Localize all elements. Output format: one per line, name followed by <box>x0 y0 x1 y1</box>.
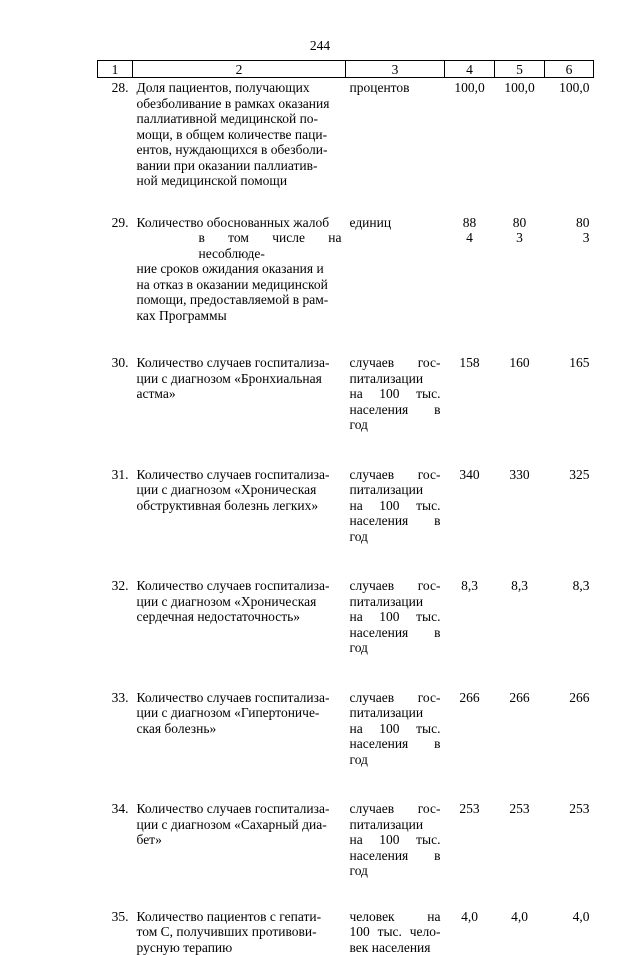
unit-line: случаев гос- <box>350 801 441 817</box>
indicator-line: Доля пациентов, получающих <box>137 80 342 96</box>
unit-of-measure <box>346 781 445 893</box>
table-row <box>98 781 594 893</box>
indicator-line: вании при оказании паллиатив- <box>137 158 342 174</box>
unit-line: год <box>350 529 441 545</box>
unit-line: год <box>350 640 441 656</box>
value-text: 4,0 <box>511 909 528 924</box>
table-body <box>98 78 594 955</box>
value-text: 340 <box>459 467 479 482</box>
value-6 <box>545 337 594 447</box>
unit-of-measure <box>346 78 445 199</box>
value-text: 80 3 <box>513 215 527 246</box>
value-4 <box>445 199 495 338</box>
value-4 <box>445 893 495 955</box>
indicator-line: ной медицинской помощи <box>137 173 342 189</box>
unit-line: населения в <box>350 736 441 752</box>
unit-line: на 100 тыс. <box>350 386 441 402</box>
unit-line: питализации <box>350 482 441 498</box>
row-number: 30. <box>98 337 133 447</box>
unit-of-measure <box>346 893 445 955</box>
table-row <box>98 670 594 782</box>
header-col-3: 3 <box>346 61 445 78</box>
value-5 <box>495 78 545 199</box>
indicator-line: ции с диагнозом «Гипертониче- <box>137 705 342 721</box>
value-text: 325 <box>569 467 589 482</box>
unit-line: век населения <box>350 940 441 955</box>
row-number: 32. <box>98 558 133 670</box>
value-text: 160 <box>509 355 529 370</box>
value-5 <box>495 670 545 782</box>
indicator-name <box>133 447 346 559</box>
value-6 <box>545 781 594 893</box>
value-5 <box>495 558 545 670</box>
indicator-name <box>133 199 346 338</box>
unit-line: случаев гос- <box>350 690 441 706</box>
indicator-line: ции с диагнозом «Хроническая <box>137 482 342 498</box>
indicator-line: мощи, в общем количестве паци- <box>137 127 342 143</box>
indicator-line: паллиативной медицинской по- <box>137 111 342 127</box>
indicator-line: обезболивание в рамках оказания <box>137 96 342 112</box>
unit-line: питализации <box>350 705 441 721</box>
unit-line: случаев гос- <box>350 467 441 483</box>
unit-line: питализации <box>350 371 441 387</box>
unit-of-measure <box>346 447 445 559</box>
indicator-line: ках Программы <box>137 308 342 324</box>
unit-line: на 100 тыс. <box>350 609 441 625</box>
unit-line: 100 тыс. чело- <box>350 924 441 940</box>
value-6 <box>545 893 594 955</box>
indicator-name <box>133 558 346 670</box>
indicator-line: помощи, предоставляемой в рам- <box>137 292 342 308</box>
value-4 <box>445 670 495 782</box>
row-number: 34. <box>98 781 133 893</box>
table-row <box>98 78 594 199</box>
value-text: 8,3 <box>461 578 478 593</box>
value-text: 253 <box>459 801 479 816</box>
unit-line: населения в <box>350 625 441 641</box>
indicator-line: ентов, нуждающихся в обезболи- <box>137 142 342 158</box>
value-text: 88 4 <box>463 215 477 246</box>
header-col-1: 1 <box>98 61 133 78</box>
unit-of-measure <box>346 199 445 338</box>
value-text: 330 <box>509 467 529 482</box>
value-5 <box>495 781 545 893</box>
value-6 <box>545 558 594 670</box>
unit-line: на 100 тыс. <box>350 721 441 737</box>
unit-line: случаев гос- <box>350 355 441 371</box>
unit-line: год <box>350 863 441 879</box>
value-5 <box>495 893 545 955</box>
unit-line: на 100 тыс. <box>350 832 441 848</box>
indicator-line: Количество пациентов с гепати- <box>137 909 342 925</box>
table-row <box>98 447 594 559</box>
page-number: 244 <box>0 38 640 54</box>
indicator-line: ции с диагнозом «Бронхиальная <box>137 371 342 387</box>
indicator-line: астма» <box>137 386 342 402</box>
value-6 <box>545 670 594 782</box>
unit-of-measure <box>346 337 445 447</box>
row-number: 35. <box>98 893 133 955</box>
header-col-6: 6 <box>545 61 594 78</box>
indicator-line: Количество обоснованных жалоб <box>137 215 342 231</box>
unit-line: единиц <box>350 215 441 231</box>
indicator-line: Количество случаев госпитализа- <box>137 355 342 371</box>
value-text: 253 <box>569 801 589 816</box>
value-4 <box>445 781 495 893</box>
unit-line: год <box>350 417 441 433</box>
unit-line: год <box>350 752 441 768</box>
row-number: 31. <box>98 447 133 559</box>
value-text: 8,3 <box>511 578 528 593</box>
unit-line: человек на <box>350 909 441 925</box>
value-text: 4,0 <box>461 909 478 924</box>
indicator-line: в том числе на несоблюде- <box>137 230 342 261</box>
value-text: 266 <box>459 690 479 705</box>
indicator-name <box>133 893 346 955</box>
unit-line: питализации <box>350 594 441 610</box>
row-number: 29. <box>98 199 133 338</box>
unit-line: населения в <box>350 402 441 418</box>
value-text: 100,0 <box>504 80 534 95</box>
indicator-line: ции с диагнозом «Хроническая <box>137 594 342 610</box>
indicator-line: на отказ в оказании медицинской <box>137 277 342 293</box>
indicator-line: сердечная недостаточность» <box>137 609 342 625</box>
indicator-line: том С, получивших противови- <box>137 924 342 940</box>
value-4 <box>445 337 495 447</box>
indicator-line: Количество случаев госпитализа- <box>137 690 342 706</box>
value-4 <box>445 447 495 559</box>
value-6 <box>545 78 594 199</box>
unit-line: случаев гос- <box>350 578 441 594</box>
value-5 <box>495 337 545 447</box>
value-text: 100,0 <box>454 80 484 95</box>
value-text: 253 <box>509 801 529 816</box>
indicator-line: ние сроков ожидания оказания и <box>137 261 342 277</box>
value-6 <box>545 447 594 559</box>
indicator-name <box>133 337 346 447</box>
indicators-table <box>97 60 594 955</box>
value-text: 8,3 <box>573 578 590 593</box>
table-row <box>98 893 594 955</box>
value-5 <box>495 447 545 559</box>
header-col-5: 5 <box>495 61 545 78</box>
header-col-4: 4 <box>445 61 495 78</box>
table-row <box>98 558 594 670</box>
indicator-line: Количество случаев госпитализа- <box>137 801 342 817</box>
unit-line: населения в <box>350 848 441 864</box>
unit-of-measure <box>346 670 445 782</box>
indicator-line: бет» <box>137 832 342 848</box>
indicator-name <box>133 781 346 893</box>
indicator-name <box>133 670 346 782</box>
unit-of-measure <box>346 558 445 670</box>
row-number: 28. <box>98 78 133 199</box>
indicator-line: ции с диагнозом «Сахарный диа- <box>137 817 342 833</box>
value-4 <box>445 78 495 199</box>
unit-line: населения в <box>350 513 441 529</box>
header-row <box>98 61 594 78</box>
table-row <box>98 199 594 338</box>
unit-line: на 100 тыс. <box>350 498 441 514</box>
indicator-line: Количество случаев госпитализа- <box>137 467 342 483</box>
value-text: 266 <box>509 690 529 705</box>
value-text: 100,0 <box>559 80 589 95</box>
value-text: 165 <box>569 355 589 370</box>
table-row <box>98 337 594 447</box>
indicator-line: обструктивная болезнь легких» <box>137 498 342 514</box>
header-col-2: 2 <box>133 61 346 78</box>
unit-line: процентов <box>350 80 441 96</box>
indicator-line: ская болезнь» <box>137 721 342 737</box>
value-5 <box>495 199 545 338</box>
unit-line: питализации <box>350 817 441 833</box>
value-text: 266 <box>569 690 589 705</box>
value-4 <box>445 558 495 670</box>
indicator-name <box>133 78 346 199</box>
value-text: 158 <box>459 355 479 370</box>
indicator-line: Количество случаев госпитализа- <box>137 578 342 594</box>
value-text: 4,0 <box>573 909 590 924</box>
value-text: 80 3 <box>576 215 590 246</box>
value-6 <box>545 199 594 338</box>
row-number: 33. <box>98 670 133 782</box>
indicator-line: русную терапию <box>137 940 342 955</box>
